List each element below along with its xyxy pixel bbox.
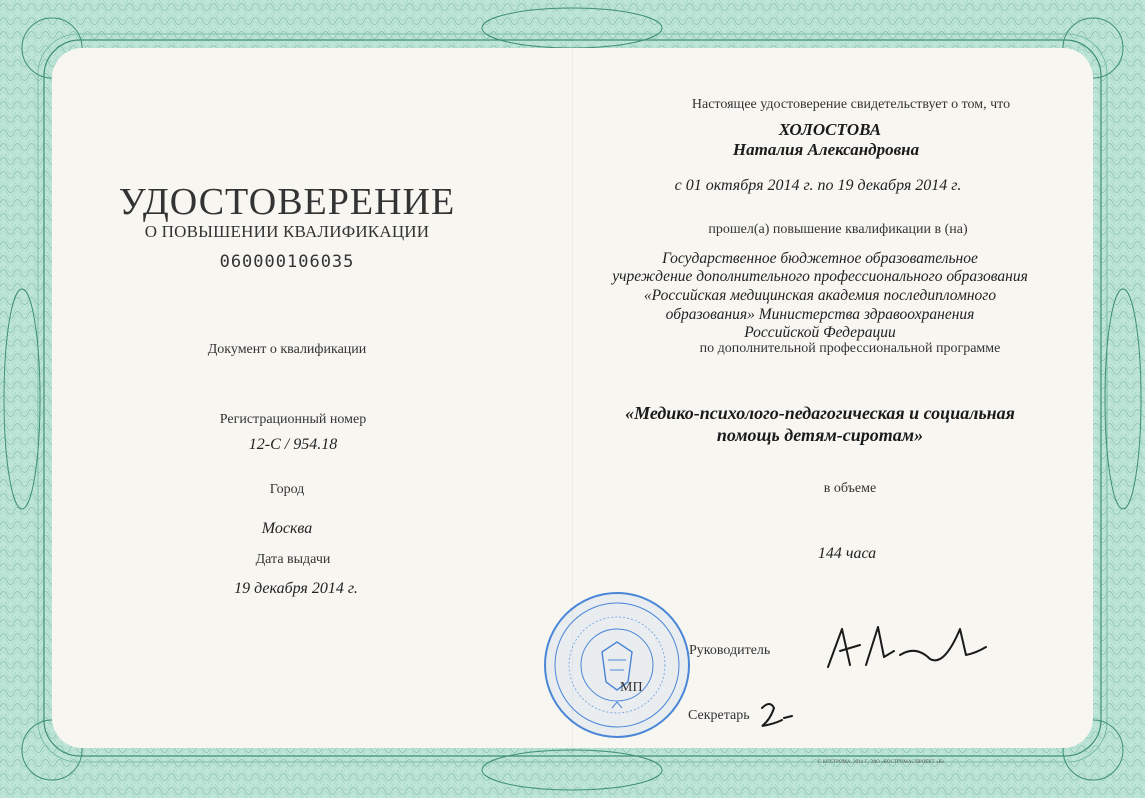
recipient-given-names: Наталия Александровна	[732, 140, 920, 159]
training-period: с 01 октября 2014 г. по 19 декабря 2014 г.	[674, 177, 962, 194]
recipient-surname: ХОЛОСТОВА	[778, 120, 882, 139]
registration-number: 12-С / 954.18	[248, 436, 338, 453]
institution-line: учреждение дополнительного профессионального образования	[612, 268, 1028, 285]
certificate-title: УДОСТОВЕРЕНИЕ	[118, 181, 456, 223]
program-label: по дополнительной профессиональной программе	[699, 341, 1001, 356]
institution-line: Государственное бюджетное образовательное	[662, 250, 978, 267]
institution-line: Российской Федерации	[744, 324, 896, 341]
official-stamp-icon	[542, 590, 692, 740]
secretary-signature-icon	[756, 698, 796, 734]
program-title-line: помощь детям-сиротам»	[716, 425, 924, 445]
passed-training-text: прошел(а) повышение квалификации в (на)	[708, 222, 968, 237]
institution-line: образования» Министерства здравоохранения	[665, 306, 975, 323]
certificate-subtitle: О ПОВЫШЕНИИ КВАЛИФИКАЦИИ	[144, 222, 430, 241]
printer-imprint: Г. КОСТРОМА, 2014 Г., ЗАО «КОСТРОМА» ПРОЕКТ «В»	[818, 760, 945, 765]
intro-text: Настоящее удостоверение свидетельствует о том, что	[691, 97, 1011, 112]
city-value: Москва	[261, 520, 313, 537]
serial-number: 060000106035	[219, 252, 355, 272]
institution-line: «Российская медицинская академия последипломного	[643, 287, 997, 304]
document-label: Документ о квалификации	[207, 342, 367, 357]
volume-value: 144 часа	[817, 545, 877, 562]
program-title-line: «Медико-психолого-педагогическая и социальная	[625, 403, 1015, 423]
city-label: Город	[269, 482, 305, 497]
mp-label: МП	[620, 680, 643, 695]
issue-date-label: Дата выдачи	[255, 552, 331, 567]
head-label: Руководитель	[689, 643, 771, 658]
volume-label: в объеме	[823, 481, 877, 496]
head-signature-icon	[820, 615, 990, 675]
secretary-label: Секретарь	[688, 708, 750, 723]
issue-date-value: 19 декабря 2014 г.	[234, 580, 358, 597]
registration-label: Регистрационный номер	[219, 412, 367, 427]
